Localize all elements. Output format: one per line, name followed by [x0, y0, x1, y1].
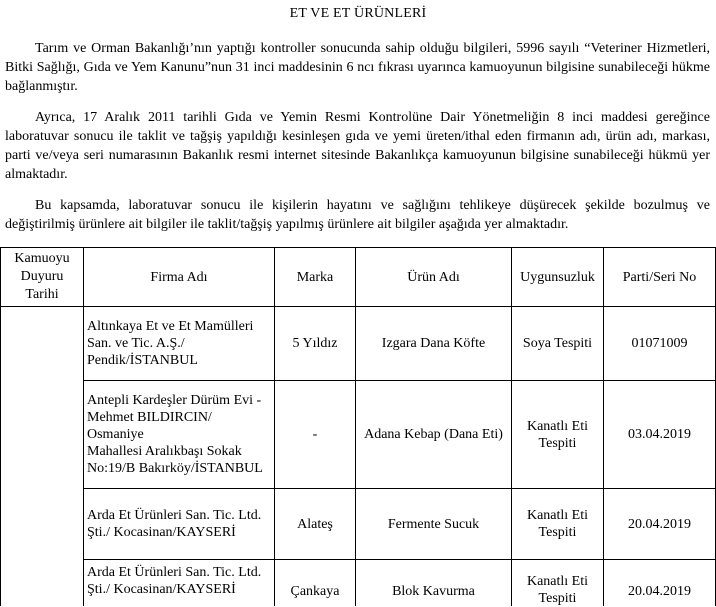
header-date: Kamuoyu Duyuru Tarihi: [14, 251, 70, 302]
cell-nonconformity: Kanatlı Eti Tespiti: [526, 418, 589, 451]
cell-product: Fermente Sucuk: [387, 516, 480, 532]
cell-firm: Arda Et Ürünleri San. Tic. Ltd. Şti./ Kocasinan/KAYSERİ: [87, 508, 262, 540]
header-firm: Firma Adı: [150, 269, 208, 285]
cell-batch: 20.04.2019: [628, 516, 691, 532]
cell-brand: Çankaya: [290, 584, 340, 599]
document-title: ET VE ET ÜRÜNLERİ: [289, 6, 427, 21]
cell-firm: Antepli Kardeşler Dürüm Evi - Mehmet BILDIRCIN/ Osmaniye Mahallesi Aralıkbaşı Sokak No:19/B Bakırköy/İSTANBUL: [87, 393, 263, 476]
cell-brand: 5 Yıldız: [292, 336, 338, 351]
paragraph-regulation: Ayrıca, 17 Aralık 2011 tarihli Gıda ve Yemin Resmi Kontrolüne Dair Yönetmeliğin 8 inci maddesi gereğince laboratuvar sonucu ile taklit ve tağşiş yapıldığı kesinleşen gıda ve yemi üreten/ithal eden firmanın adı, ürün adı, markası, parti ve/veya seri numarasının Bakanlık resmi internet sitesinde Bakanlıkça kamuoyunun bilgisine sunabileceği hükmü yer almaktadır.: [5, 110, 710, 182]
cell-nonconformity: Soya Tespiti: [522, 336, 593, 351]
header-product: Ürün Adı: [407, 269, 460, 285]
cell-product: Izgara Dana Köfte: [381, 336, 486, 351]
header-nonconformity: Uygunsuzluk: [520, 269, 595, 285]
paragraph-scope: Bu kapsamda, laboratuvar sonucu ile kişilerin hayatını ve sağlığını tehlikeye düşürecek şekilde bozulmuş ve değiştirilmiş ürünlere ait bilgiler ile taklit/tağşiş yapılmış ürünlere ait bilgiler aşağıda yer almaktadır.: [5, 198, 710, 232]
cell-firm: Altınkaya Et ve Et Mamülleri San. ve Tic. A.Ş./ Pendik/İSTANBUL: [87, 319, 254, 368]
cell-batch: 01071009: [631, 336, 688, 351]
cell-nonconformity: Kanatlı Eti Tespiti: [526, 508, 589, 540]
cell-brand: Alateş: [297, 516, 333, 532]
cell-batch: 20.04.2019: [628, 584, 691, 599]
cell-product: Adana Kebap (Dana Eti): [364, 427, 503, 442]
paragraph-legal-basis: Tarım ve Orman Bakanlığı’nın yaptığı kontroller sonucunda sahip olduğu bilgileri, 5996 sayılı “Veteriner Hizmetleri, Bitki Sağlığı, Gıda ve Yem Kanunu”nun 31 inci maddesinin 6 ncı fıkrası uyarınca kamuoyunun bilgisine sunabileceği hükme bağlanmıştır.: [5, 41, 710, 94]
cell-batch: 03.04.2019: [628, 427, 691, 442]
cell-nonconformity: Kanatlı Eti Tespiti: [526, 574, 589, 606]
product-table: [0, 247, 716, 606]
cell-firm: Arda Et Ürünleri San. Tic. Ltd. Şti./ Kocasinan/KAYSERİ: [87, 565, 262, 597]
cell-brand: -: [312, 427, 318, 442]
cell-product: Blok Kavurma: [392, 584, 475, 599]
header-brand: Marka: [296, 269, 334, 285]
header-batch: Parti/Seri No: [622, 269, 697, 285]
